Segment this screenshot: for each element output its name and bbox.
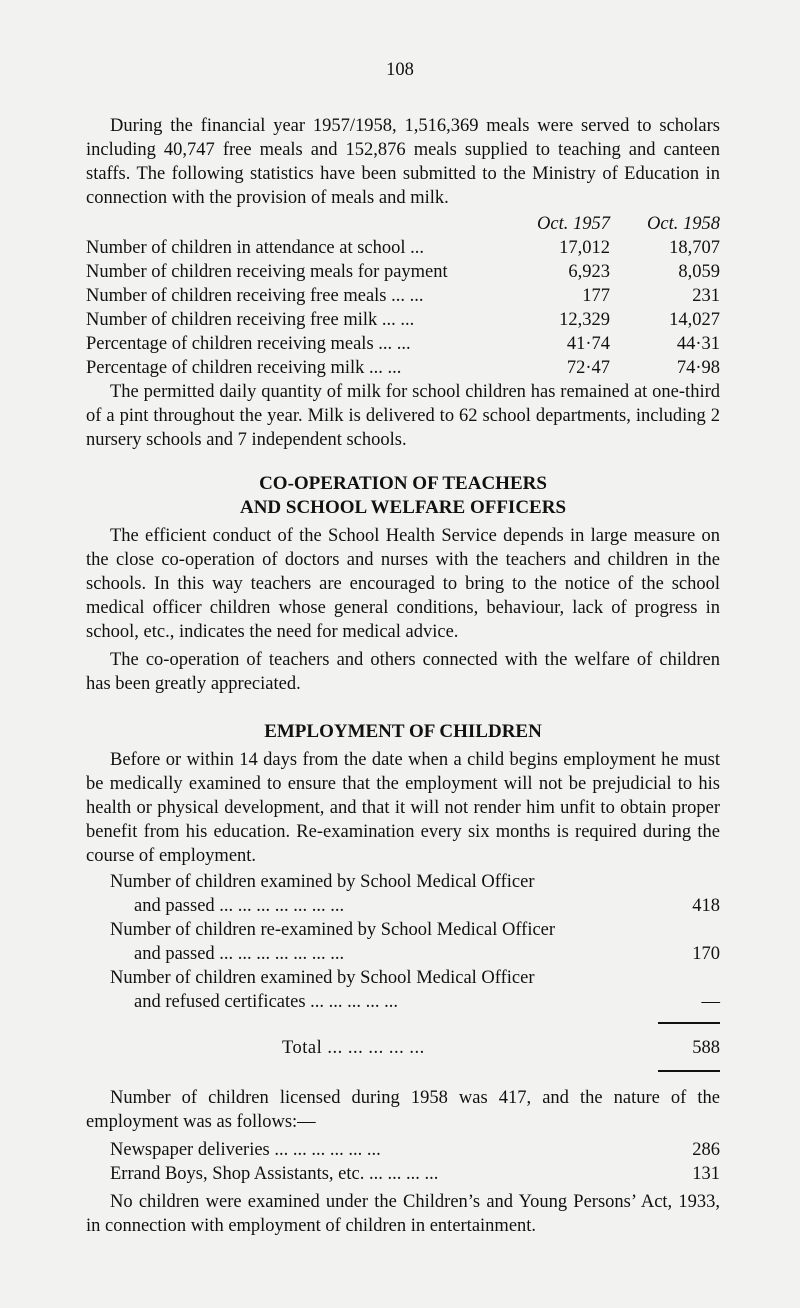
page-number: 108 bbox=[386, 60, 414, 80]
column-header-oct-1958: Oct. 1958 bbox=[647, 214, 720, 234]
value-1957: 177 bbox=[582, 286, 610, 306]
list-item bbox=[86, 1138, 720, 1162]
column-header-oct-1957: Oct. 1957 bbox=[537, 214, 610, 234]
row-label: Number of children receiving free milk ... ... bbox=[86, 310, 415, 330]
value-1958: 18,707 bbox=[669, 238, 720, 258]
exam-line-1b: and passed ... ... ... ... ... ... ... bbox=[134, 896, 345, 916]
exam-value-reexamined: 170 bbox=[692, 944, 720, 964]
table-row bbox=[86, 284, 720, 308]
page-content bbox=[86, 114, 720, 1238]
value-1958: 14,027 bbox=[669, 310, 720, 330]
list-item bbox=[86, 942, 720, 966]
row-label: Percentage of children receiving milk ... ... bbox=[86, 358, 402, 378]
examinations-list bbox=[86, 870, 720, 1014]
list-item bbox=[86, 990, 720, 1014]
section-heading-employment: EMPLOYMENT OF CHILDREN bbox=[264, 721, 542, 742]
milk-paragraph: The permitted daily quantity of milk for school children has remained at one-third of a pint throughout the year. Milk is delivered to 62 school departments, including 2 nursery schools and 7 independent schools. bbox=[86, 382, 720, 450]
meals-milk-table bbox=[86, 212, 720, 380]
table-row bbox=[86, 356, 720, 380]
value-1957: 17,012 bbox=[559, 238, 610, 258]
value-1958: 74·98 bbox=[676, 358, 720, 378]
exam-value-passed: 418 bbox=[692, 896, 720, 916]
exam-value-refused: — bbox=[701, 992, 720, 1012]
table-row bbox=[86, 260, 720, 284]
employment-type-label: Errand Boys, Shop Assistants, etc. ... ... ... ... bbox=[110, 1164, 439, 1184]
exam-line-2b: and passed ... ... ... ... ... ... ... bbox=[134, 944, 345, 964]
exam-line-3a: Number of children examined by School Medical Officer bbox=[110, 968, 535, 988]
value-1958: 231 bbox=[692, 286, 720, 306]
total-value: 588 bbox=[692, 1038, 720, 1058]
table-row bbox=[86, 236, 720, 260]
section-heading-cooperation-line2: AND SCHOOL WELFARE OFFICERS bbox=[239, 497, 567, 518]
employment-type-value: 286 bbox=[692, 1140, 720, 1160]
exam-line-2a: Number of children re-examined by School Medical Officer bbox=[110, 920, 556, 940]
cooperation-paragraph-2: The co-operation of teachers and others connected with the welfare of children has been greatly appreciated. bbox=[86, 650, 720, 694]
table-header bbox=[86, 212, 720, 236]
final-paragraph: No children were examined under the Children’s and Young Persons’ Act, 1933, in connection with employment of children in entertainment. bbox=[86, 1192, 720, 1236]
employment-type-value: 131 bbox=[692, 1164, 720, 1184]
row-label: Number of children in attendance at school ... bbox=[86, 238, 425, 258]
value-1957: 41·74 bbox=[566, 334, 610, 354]
value-1957: 12,329 bbox=[559, 310, 610, 330]
cooperation-paragraph-1: The efficient conduct of the School Health Service depends in large measure on the close co-operation of doctors and nurses with the teachers and children in the schools. In this way teachers are encouraged to bring to the notice of the school medical officer children whose general conditions, behaviour, lack of progress in school, etc., indicates the need for medical advice. bbox=[86, 526, 720, 642]
section-heading-cooperation-line1: CO-OPERATION OF TEACHERS bbox=[259, 473, 547, 494]
total-row bbox=[86, 1036, 720, 1060]
row-label: Number of children receiving meals for payment bbox=[86, 262, 448, 282]
value-1958: 44·31 bbox=[676, 334, 720, 354]
list-item bbox=[86, 894, 720, 918]
employment-paragraph: Before or within 14 days from the date when a child begins employment he must be medically examined to ensure that the employment will not be prejudicial to his health or physical development, and that it will not render him unfit to obtain proper benefit from his education. Re-examination every six months is required during the course of employment. bbox=[86, 750, 720, 866]
licensed-paragraph: Number of children licensed during 1958 was 417, and the nature of the employment was as follows:— bbox=[86, 1088, 720, 1132]
row-label: Number of children receiving free meals ... ... bbox=[86, 286, 424, 306]
intro-paragraph: During the financial year 1957/1958, 1,516,369 meals were served to scholars including 40,747 free meals and 152,876 meals supplied to teaching and canteen staffs. The following statistics have been submitted to the Ministry of Education in connection with the provision of meals and milk. bbox=[86, 116, 720, 208]
table-row bbox=[86, 332, 720, 356]
row-label: Percentage of children receiving meals ... ... bbox=[86, 334, 411, 354]
table-row bbox=[86, 308, 720, 332]
employment-type-label: Newspaper deliveries ... ... ... ... ... ... bbox=[110, 1140, 381, 1160]
value-1957: 72·47 bbox=[566, 358, 610, 378]
total-rule-top bbox=[658, 1022, 720, 1024]
list-item bbox=[86, 1162, 720, 1186]
exam-line-3b: and refused certificates ... ... ... ... ... bbox=[134, 992, 399, 1012]
total-label: Total ... ... ... ... ... bbox=[282, 1038, 425, 1058]
value-1958: 8,059 bbox=[678, 262, 720, 282]
value-1957: 6,923 bbox=[568, 262, 610, 282]
exam-line-1a: Number of children examined by School Medical Officer bbox=[110, 872, 535, 892]
